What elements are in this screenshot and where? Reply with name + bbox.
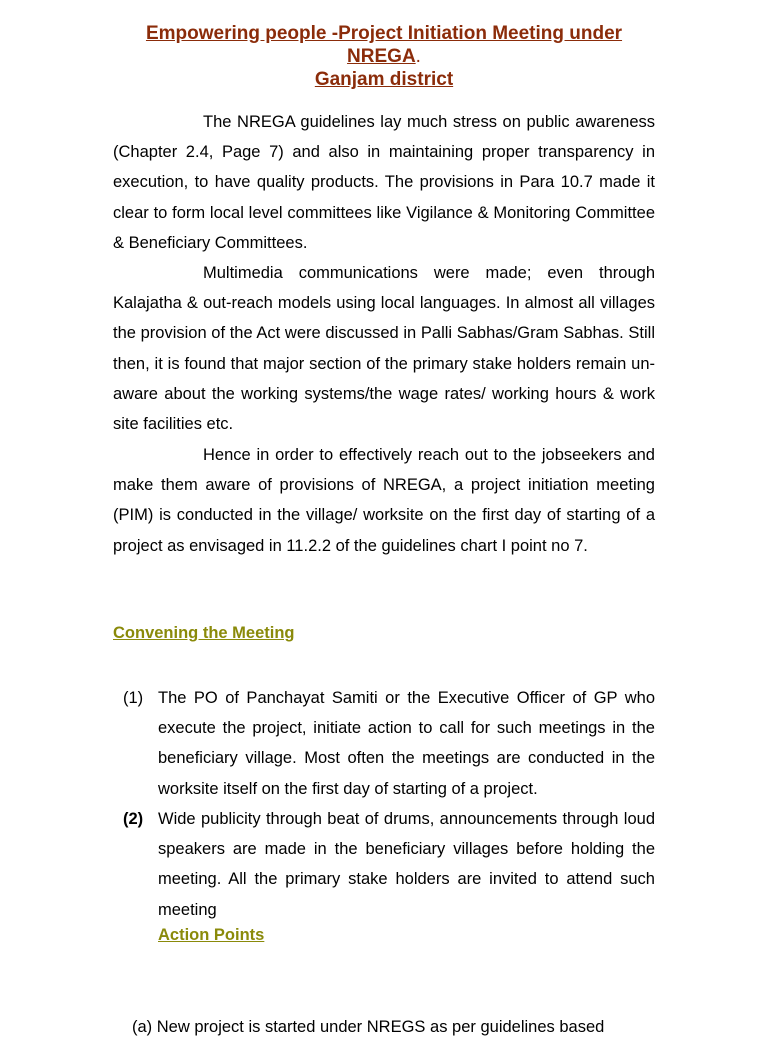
document-title: [112, 22, 656, 91]
numbered-item-2: [123, 804, 655, 925]
section-heading-convening: Convening the Meeting: [113, 624, 295, 642]
paragraph-2: [113, 258, 655, 439]
item-2-number: (2): [123, 810, 144, 828]
list-item-a-partial: (a) New project is started under NREGS as per guidelines based: [132, 1018, 605, 1036]
paragraph-3: [113, 440, 655, 561]
title-line-3: Ganjam district: [314, 69, 454, 90]
title-line-2: NREGA: [347, 46, 416, 67]
paragraph-1-text: The NREGA guidelines lay much stress on public awareness (Chapter 2.4, Page 7) and also in maintaining proper transparency in execution, to have quality products. The provisions in Para 10.7 made it clear to form local level committees like Vigilance & Monitoring Committee & Beneficiary Committees.: [113, 113, 655, 252]
numbered-item-1: [123, 683, 655, 804]
item-2-text: Wide publicity through beat of drums, announcements through loud speakers are made in the beneficiary villages before holding the meeting. All the primary stake holders are invited to attend such meeting: [158, 810, 655, 919]
paragraph-1: [113, 107, 655, 258]
item-1-number: (1): [123, 689, 144, 707]
paragraph-2-text: Multimedia communications were made; even through Kalajatha & out-reach models using local languages. In almost all villages the provision of the Act were discussed in Palli Sabhas/Gram Sabhas. Still then, it is found that major section of the primary stake holders remain un-aware about the working systems/the wage rates/ working hours & work site facilities etc.: [113, 264, 655, 434]
title-line-2-suffix: .: [415, 46, 421, 67]
item-1-text: The PO of Panchayat Samiti or the Executive Officer of GP who execute the project, initiate action to call for such meetings in the beneficiary village. Most often the meetings are conducted in the worksite itself on the first day of starting of a project.: [158, 689, 655, 798]
title-line-1: Empowering people -Project Initiation Meeting under: [145, 23, 623, 44]
paragraph-3-text: Hence in order to effectively reach out to the jobseekers and make them aware of provisions of NREGA, a project initiation meeting (PIM) is conducted in the village/ worksite on the first day of starting of a project as envisaged in 11.2.2 of the guidelines chart I point no 7.: [113, 446, 655, 555]
section-heading-action-points: Action Points: [158, 926, 265, 944]
